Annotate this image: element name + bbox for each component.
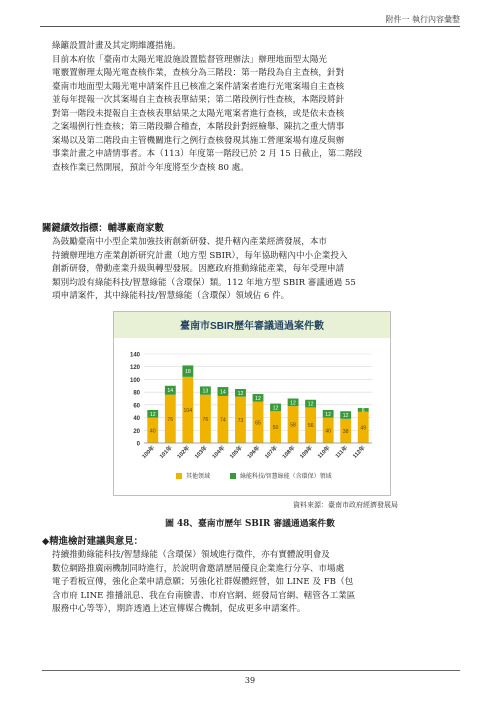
kpi-paragraph [52, 236, 462, 304]
x-tick-label: 103年 [193, 445, 209, 460]
data-label-green: 12 [149, 411, 156, 418]
legend-swatch-other [176, 473, 182, 479]
x-tick-label: 112年 [352, 445, 367, 460]
y-tick-label: 140 [129, 352, 140, 359]
x-tick-label: 106年 [246, 445, 262, 460]
y-tick-label: 120 [129, 365, 140, 372]
text-line: 綠籬設置計畫及其定期維護措施。 [52, 41, 181, 51]
text-line: 案場以及第二階段由主管機關進行之例行查核發現其施工營運案場有違反與辦 [52, 135, 345, 146]
x-tick-label: 110年 [316, 445, 332, 460]
x-tick-label: 111年 [334, 445, 350, 460]
text-line: 服務中心等等），期許透過上述宣傳媒合機制，促成更多申請案件。 [52, 604, 306, 614]
data-label-other: 73 [237, 417, 244, 424]
x-tick-label: 109年 [299, 445, 315, 460]
data-label-green: 12 [290, 400, 296, 407]
text-line: 電覈置辦理太陽光電查核作業，查核分為三階段：第一階段為自主查核，針對 [52, 68, 345, 78]
y-tick-label: 0 [136, 441, 140, 448]
x-tick-label: 108年 [281, 445, 297, 460]
legend-label-other: 其他領域 [186, 474, 211, 480]
review-paragraph [52, 549, 462, 617]
text-line: 事業計畫之申請情事者。本（113）年度第一階段已於 2 月 15 日截止，第二階段 [52, 149, 363, 159]
y-tick-label: 80 [133, 390, 140, 397]
data-label-green: 12 [255, 395, 261, 402]
text-line: 含市府 LINE 推播訊息、我在台南臉書、市府官網、經發局官網、轄管各工業區 [52, 590, 356, 601]
data-label-other: 76 [167, 416, 174, 423]
y-tick-label: 20 [133, 428, 140, 435]
text-line: 電子看板宣傳，強化企業申請意願；另強化社群媒體經營，如 LINE 及 FB（包 [52, 577, 354, 587]
data-label-green: 12 [342, 413, 349, 420]
data-label-other: 76 [202, 416, 209, 423]
data-label-green: 12 [325, 411, 332, 418]
legend-swatch-green [230, 473, 236, 479]
text-line: 項申請案件，其中綠能科技/智慧綠能（含環保）領域佔 6 件。 [52, 291, 290, 301]
data-label-other: 50 [272, 425, 279, 432]
data-label-green: 12 [237, 390, 244, 397]
sbir-chart [113, 311, 391, 496]
x-tick-label: 107年 [264, 445, 279, 460]
data-label-other: 65 [255, 420, 261, 427]
data-label-other: 74 [220, 417, 226, 424]
legend-label-green: 綠能科技/智慧綠能（含環保）領域 [240, 474, 332, 480]
page-number: 39 [244, 676, 256, 685]
data-label-green: 13 [202, 388, 209, 395]
data-label-green: 14 [220, 389, 226, 396]
data-label-other: 49 [360, 425, 367, 432]
x-tick-label: 105年 [229, 445, 244, 460]
figure-source: 資料來源：臺南市政府經濟發展局 [293, 501, 398, 509]
y-tick-label: 60 [133, 403, 140, 410]
y-tick-label: 40 [133, 416, 140, 423]
chart-title: 臺南市SBIR歷年審議通過案件數 [180, 321, 324, 332]
data-label-other: 56 [307, 423, 314, 430]
text-line: 並每年提報一次其案場自主查核表單結果；第二階段例行性查核，本階段將針 [52, 95, 345, 105]
page-header: 附件一 執行內容彙整 [385, 15, 460, 24]
x-tick-label: 100年 [141, 445, 157, 460]
data-label-green: 18 [184, 369, 191, 376]
text-line: 之案場例行性查核；第三階段聯合稽查，本階段針對經檢舉、陳抗之重大情事 [52, 122, 345, 132]
section-heading-review: ◆精進檢討建議與意見： [42, 536, 143, 547]
text-line: 為鼓勵臺南中小型企業加強技術創新研發、提升轄內產業經濟發展，本市 [52, 237, 328, 247]
data-label-other: 58 [290, 422, 296, 429]
text-line: 類別均設有綠能科技/智慧綠能（含環保）類。112 年地方型 SBIR 審議通過 55 [52, 277, 356, 288]
data-label-other: 38 [342, 428, 349, 435]
data-label-green: 6 [361, 407, 365, 414]
data-label-other: 40 [149, 428, 156, 435]
text-line: 創新研發，帶動產業升級與轉型發展。因應政府推動綠能產業，每年受理申請 [52, 264, 345, 274]
footer-rule [42, 670, 460, 671]
section-heading-kpi: 關鍵績效指標：輔導廠商家數 [42, 223, 164, 234]
text-line: 目前本府依「臺南市太陽光電設施設置監督管理辦法」辦理地面型太陽光 [52, 54, 328, 65]
text-line: 持續辦理地方產業創新研究計畫（地方型 SBIR），每年協助轄內中小企業投入 [52, 250, 348, 261]
header-rule [40, 26, 460, 27]
y-tick-label: 100 [129, 377, 140, 384]
intro-paragraph [52, 40, 462, 175]
x-tick-label: 104年 [211, 445, 227, 460]
figure-caption: 圖 48、臺南市歷年 SBIR 審議通過案件數 [165, 519, 335, 529]
data-label-green: 12 [272, 405, 279, 412]
data-label-other: 104 [183, 407, 193, 414]
text-line: 數位網路推廣兩機制同時進行，於說明會邀請歷屆優良企業進行分享、市場處 [52, 563, 345, 574]
data-label-green: 14 [167, 388, 174, 395]
data-label-other: 40 [325, 428, 332, 435]
x-tick-label: 101年 [158, 445, 174, 460]
text-line: 對第一階段未提報自主查核表單結果之太陽光電案者進行查核，或是依未查核 [52, 108, 345, 119]
text-line: 臺南市地面型太陽光電申請案件且已核准之案件請案者進行光電案場自主查核 [52, 81, 345, 92]
text-line: 查核作業已然開展，預計今年度將至少查核 80 處。 [52, 162, 249, 173]
x-tick-label: 102年 [176, 445, 192, 460]
text-line: 持續推動綠能科技/智慧綠能（含環保）領域進行徵件，亦有實體說明會及 [52, 550, 330, 560]
data-label-green: 12 [307, 401, 314, 408]
chart-svg [114, 312, 390, 495]
